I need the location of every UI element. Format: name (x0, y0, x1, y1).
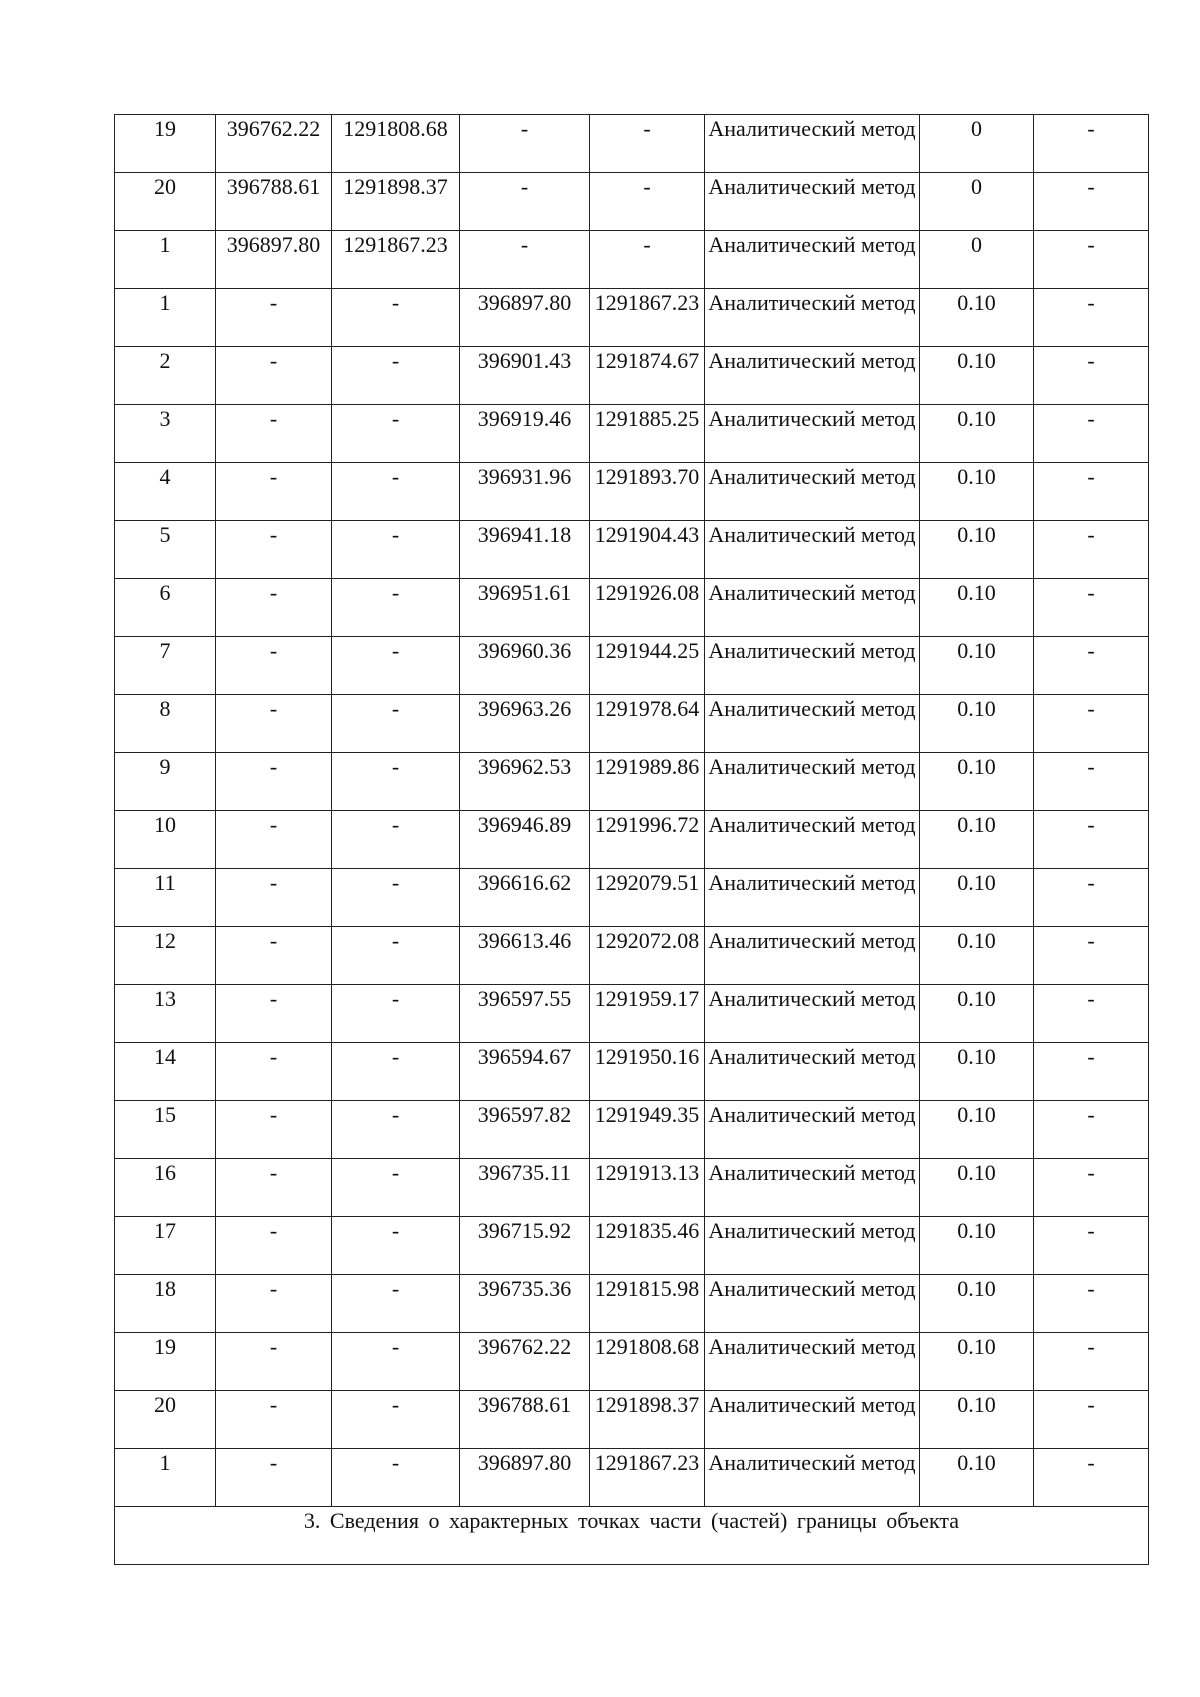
cell-refined-y: 1291808.68 (590, 1333, 705, 1391)
cell-accuracy: 0.10 (920, 405, 1034, 463)
cell-existing-x: - (216, 637, 332, 695)
cell-refined-x: 396594.67 (460, 1043, 590, 1101)
cell-existing-y: 1291898.37 (332, 173, 460, 231)
cell-point-number: 20 (115, 173, 216, 231)
cell-existing-y: - (332, 1101, 460, 1159)
cell-accuracy: 0.10 (920, 289, 1034, 347)
table-row (115, 405, 1149, 463)
cell-refined-y: 1291944.25 (590, 637, 705, 695)
cell-method: Аналитический метод (705, 579, 920, 637)
cell-point-number: 6 (115, 579, 216, 637)
cell-accuracy: 0.10 (920, 869, 1034, 927)
cell-description: - (1034, 231, 1149, 289)
cell-refined-y: 1291959.17 (590, 985, 705, 1043)
cell-refined-x: - (460, 173, 590, 231)
table-row (115, 115, 1149, 173)
cell-description: - (1034, 927, 1149, 985)
cell-description: - (1034, 173, 1149, 231)
cell-method: Аналитический метод (705, 289, 920, 347)
cell-point-number: 7 (115, 637, 216, 695)
cell-description: - (1034, 405, 1149, 463)
table-row (115, 1159, 1149, 1217)
cell-accuracy: 0.10 (920, 1217, 1034, 1275)
cell-point-number: 1 (115, 289, 216, 347)
cell-accuracy: 0.10 (920, 1159, 1034, 1217)
cell-refined-x: 396788.61 (460, 1391, 590, 1449)
table-row (115, 811, 1149, 869)
cell-description: - (1034, 347, 1149, 405)
cell-existing-y: - (332, 1043, 460, 1101)
cell-accuracy: 0.10 (920, 1101, 1034, 1159)
table-row (115, 985, 1149, 1043)
cell-point-number: 15 (115, 1101, 216, 1159)
cell-existing-y: - (332, 1449, 460, 1507)
table-row (115, 1275, 1149, 1333)
cell-point-number: 16 (115, 1159, 216, 1217)
table-row (115, 1101, 1149, 1159)
cell-refined-x: 396901.43 (460, 347, 590, 405)
cell-method: Аналитический метод (705, 405, 920, 463)
cell-accuracy: 0.10 (920, 1275, 1034, 1333)
cell-method: Аналитический метод (705, 637, 920, 695)
table-row (115, 1449, 1149, 1507)
cell-refined-x: 396960.36 (460, 637, 590, 695)
table-row (115, 231, 1149, 289)
cell-refined-y: 1291913.13 (590, 1159, 705, 1217)
cell-refined-y: 1291978.64 (590, 695, 705, 753)
cell-existing-x: - (216, 927, 332, 985)
cell-accuracy: 0.10 (920, 1449, 1034, 1507)
cell-method: Аналитический метод (705, 463, 920, 521)
cell-description: - (1034, 695, 1149, 753)
cell-description: - (1034, 869, 1149, 927)
cell-existing-y: - (332, 579, 460, 637)
cell-refined-y: 1292079.51 (590, 869, 705, 927)
cell-accuracy: 0.10 (920, 695, 1034, 753)
cell-existing-x: 396897.80 (216, 231, 332, 289)
cell-refined-x: 396616.62 (460, 869, 590, 927)
cell-description: - (1034, 1275, 1149, 1333)
cell-description: - (1034, 1449, 1149, 1507)
cell-refined-x: 396897.80 (460, 289, 590, 347)
cell-point-number: 10 (115, 811, 216, 869)
cell-description: - (1034, 811, 1149, 869)
table-row (115, 637, 1149, 695)
cell-refined-y: 1291867.23 (590, 289, 705, 347)
cell-existing-x: 396788.61 (216, 173, 332, 231)
cell-method: Аналитический метод (705, 1217, 920, 1275)
cell-description: - (1034, 521, 1149, 579)
cell-existing-x: - (216, 1217, 332, 1275)
cell-existing-y: - (332, 637, 460, 695)
table-row (115, 463, 1149, 521)
cell-description: - (1034, 1043, 1149, 1101)
cell-existing-x: - (216, 869, 332, 927)
cell-accuracy: 0 (920, 115, 1034, 173)
cell-point-number: 1 (115, 231, 216, 289)
cell-existing-x: - (216, 1101, 332, 1159)
cell-accuracy: 0.10 (920, 521, 1034, 579)
cell-description: - (1034, 463, 1149, 521)
cell-description: - (1034, 1159, 1149, 1217)
cell-refined-x: 396613.46 (460, 927, 590, 985)
table-row (115, 1043, 1149, 1101)
cell-refined-x: 396962.53 (460, 753, 590, 811)
cell-existing-x: - (216, 1391, 332, 1449)
cell-refined-x: - (460, 231, 590, 289)
cell-description: - (1034, 753, 1149, 811)
cell-existing-x: - (216, 695, 332, 753)
cell-refined-x: 396919.46 (460, 405, 590, 463)
cell-accuracy: 0.10 (920, 347, 1034, 405)
cell-existing-x: 396762.22 (216, 115, 332, 173)
table-row (115, 695, 1149, 753)
cell-method: Аналитический метод (705, 173, 920, 231)
coordinates-table (114, 114, 1149, 1565)
cell-existing-y: - (332, 927, 460, 985)
cell-existing-y: - (332, 521, 460, 579)
cell-method: Аналитический метод (705, 1333, 920, 1391)
cell-refined-x: 396931.96 (460, 463, 590, 521)
cell-point-number: 14 (115, 1043, 216, 1101)
cell-existing-y: - (332, 811, 460, 869)
cell-refined-x: - (460, 115, 590, 173)
cell-point-number: 3 (115, 405, 216, 463)
cell-existing-x: - (216, 811, 332, 869)
section-caption: 3. Сведения о характерных точках части (частей) границы объекта (115, 1507, 1149, 1565)
cell-point-number: 4 (115, 463, 216, 521)
cell-existing-y: - (332, 347, 460, 405)
cell-refined-y: 1291898.37 (590, 1391, 705, 1449)
table-row (115, 173, 1149, 231)
cell-method: Аналитический метод (705, 347, 920, 405)
cell-existing-x: - (216, 463, 332, 521)
cell-method: Аналитический метод (705, 753, 920, 811)
cell-existing-y: - (332, 289, 460, 347)
cell-point-number: 2 (115, 347, 216, 405)
cell-existing-x: - (216, 289, 332, 347)
cell-refined-x: 396762.22 (460, 1333, 590, 1391)
cell-description: - (1034, 637, 1149, 695)
cell-existing-x: - (216, 1275, 332, 1333)
cell-refined-x: 396946.89 (460, 811, 590, 869)
cell-refined-y: 1291867.23 (590, 1449, 705, 1507)
cell-point-number: 5 (115, 521, 216, 579)
cell-point-number: 19 (115, 1333, 216, 1391)
cell-description: - (1034, 1217, 1149, 1275)
cell-existing-y: - (332, 1275, 460, 1333)
cell-description: - (1034, 1333, 1149, 1391)
cell-point-number: 13 (115, 985, 216, 1043)
cell-method: Аналитический метод (705, 231, 920, 289)
cell-point-number: 8 (115, 695, 216, 753)
table-row (115, 753, 1149, 811)
cell-method: Аналитический метод (705, 1043, 920, 1101)
cell-existing-x: - (216, 579, 332, 637)
cell-refined-y: 1292072.08 (590, 927, 705, 985)
cell-accuracy: 0.10 (920, 463, 1034, 521)
cell-point-number: 12 (115, 927, 216, 985)
cell-refined-x: 396597.82 (460, 1101, 590, 1159)
cell-refined-y: - (590, 173, 705, 231)
cell-refined-y: - (590, 115, 705, 173)
cell-existing-y: 1291808.68 (332, 115, 460, 173)
coordinates-table-body (115, 115, 1149, 1507)
cell-method: Аналитический метод (705, 1391, 920, 1449)
cell-existing-y: - (332, 405, 460, 463)
cell-method: Аналитический метод (705, 869, 920, 927)
cell-accuracy: 0.10 (920, 1333, 1034, 1391)
cell-accuracy: 0.10 (920, 1043, 1034, 1101)
cell-method: Аналитический метод (705, 985, 920, 1043)
table-row (115, 289, 1149, 347)
table-row (115, 869, 1149, 927)
cell-method: Аналитический метод (705, 1159, 920, 1217)
cell-method: Аналитический метод (705, 695, 920, 753)
table-row (115, 347, 1149, 405)
cell-existing-x: - (216, 521, 332, 579)
cell-point-number: 9 (115, 753, 216, 811)
cell-existing-y: - (332, 1159, 460, 1217)
cell-refined-y: 1291815.98 (590, 1275, 705, 1333)
cell-description: - (1034, 985, 1149, 1043)
cell-accuracy: 0.10 (920, 579, 1034, 637)
cell-refined-x: 396735.11 (460, 1159, 590, 1217)
cell-refined-y: 1291904.43 (590, 521, 705, 579)
cell-refined-y: - (590, 231, 705, 289)
cell-method: Аналитический метод (705, 1275, 920, 1333)
cell-method: Аналитический метод (705, 1449, 920, 1507)
table-row (115, 579, 1149, 637)
cell-existing-x: - (216, 985, 332, 1043)
cell-existing-y: - (332, 869, 460, 927)
cell-refined-y: 1291835.46 (590, 1217, 705, 1275)
cell-existing-x: - (216, 753, 332, 811)
cell-accuracy: 0.10 (920, 1391, 1034, 1449)
cell-method: Аналитический метод (705, 811, 920, 869)
cell-refined-y: 1291926.08 (590, 579, 705, 637)
cell-refined-x: 396951.61 (460, 579, 590, 637)
cell-description: - (1034, 579, 1149, 637)
cell-refined-y: 1291885.25 (590, 405, 705, 463)
cell-existing-x: - (216, 347, 332, 405)
cell-refined-x: 396963.26 (460, 695, 590, 753)
cell-method: Аналитический метод (705, 521, 920, 579)
cell-refined-y: 1291949.35 (590, 1101, 705, 1159)
cell-accuracy: 0.10 (920, 753, 1034, 811)
cell-refined-x: 396715.92 (460, 1217, 590, 1275)
cell-accuracy: 0.10 (920, 637, 1034, 695)
table-row (115, 1217, 1149, 1275)
cell-point-number: 17 (115, 1217, 216, 1275)
cell-accuracy: 0.10 (920, 927, 1034, 985)
cell-accuracy: 0 (920, 173, 1034, 231)
cell-existing-y: - (332, 1217, 460, 1275)
cell-existing-y: - (332, 1391, 460, 1449)
cell-point-number: 18 (115, 1275, 216, 1333)
cell-point-number: 1 (115, 1449, 216, 1507)
cell-point-number: 19 (115, 115, 216, 173)
table-row (115, 521, 1149, 579)
cell-existing-x: - (216, 1043, 332, 1101)
cell-refined-y: 1291996.72 (590, 811, 705, 869)
cell-refined-y: 1291989.86 (590, 753, 705, 811)
cell-existing-x: - (216, 405, 332, 463)
cell-method: Аналитический метод (705, 1101, 920, 1159)
cell-refined-x: 396735.36 (460, 1275, 590, 1333)
cell-point-number: 20 (115, 1391, 216, 1449)
section-caption-row (115, 1507, 1149, 1565)
table-row (115, 1391, 1149, 1449)
cell-existing-x: - (216, 1449, 332, 1507)
cell-existing-y: - (332, 753, 460, 811)
cell-accuracy: 0 (920, 231, 1034, 289)
cell-existing-x: - (216, 1159, 332, 1217)
cell-existing-y: - (332, 1333, 460, 1391)
cell-description: - (1034, 289, 1149, 347)
cell-refined-x: 396897.80 (460, 1449, 590, 1507)
cell-refined-y: 1291874.67 (590, 347, 705, 405)
cell-description: - (1034, 1391, 1149, 1449)
cell-accuracy: 0.10 (920, 811, 1034, 869)
cell-existing-y: 1291867.23 (332, 231, 460, 289)
cell-point-number: 11 (115, 869, 216, 927)
cell-accuracy: 0.10 (920, 985, 1034, 1043)
cell-method: Аналитический метод (705, 927, 920, 985)
cell-refined-y: 1291893.70 (590, 463, 705, 521)
table-row (115, 1333, 1149, 1391)
cell-method: Аналитический метод (705, 115, 920, 173)
cell-existing-y: - (332, 985, 460, 1043)
cell-description: - (1034, 1101, 1149, 1159)
cell-refined-y: 1291950.16 (590, 1043, 705, 1101)
cell-refined-x: 396941.18 (460, 521, 590, 579)
cell-description: - (1034, 115, 1149, 173)
cell-existing-x: - (216, 1333, 332, 1391)
table-row (115, 927, 1149, 985)
cell-refined-x: 396597.55 (460, 985, 590, 1043)
cell-existing-y: - (332, 695, 460, 753)
cell-existing-y: - (332, 463, 460, 521)
